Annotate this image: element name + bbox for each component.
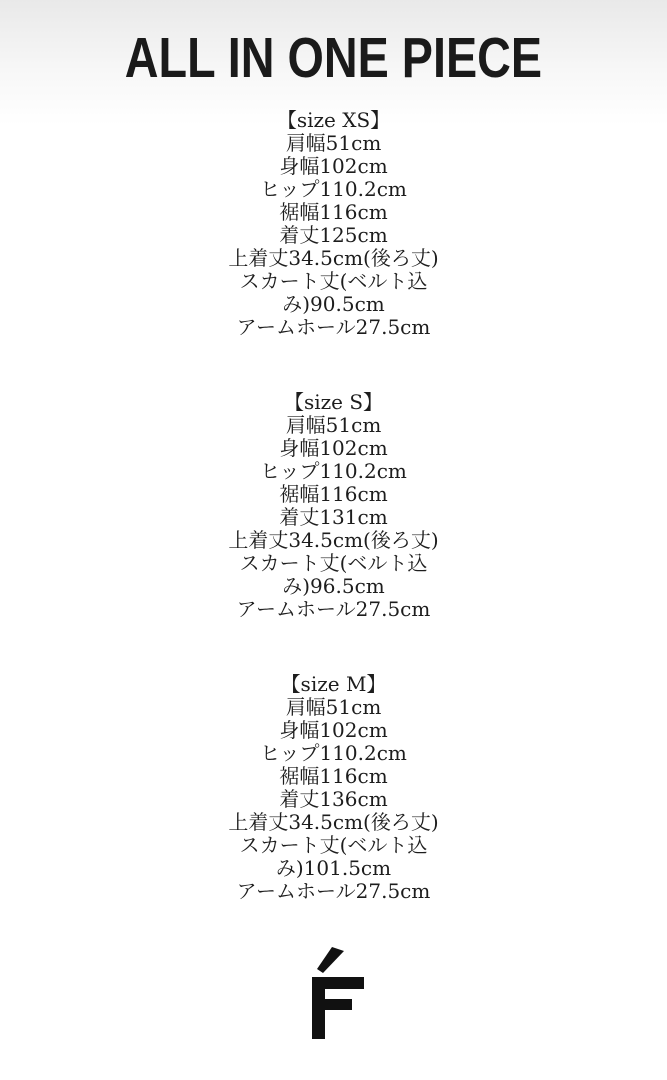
measurement-armhole: アームホール27.5cm	[236, 879, 431, 903]
measurement-armhole: アームホール27.5cm	[236, 597, 431, 621]
measurement-shoulder-width: 肩幅51cm	[285, 413, 382, 437]
measurement-shoulder-width: 肩幅51cm	[285, 695, 382, 719]
size-block-s	[228, 391, 438, 621]
size-block-m	[228, 673, 438, 903]
measurement-hip: ヒップ110.2cm	[260, 177, 407, 201]
brand-logo	[304, 947, 364, 1039]
measurement-body-width: 身幅102cm	[279, 718, 388, 742]
measurement-hip: ヒップ110.2cm	[260, 741, 407, 765]
page-title: ALL IN ONE PIECE	[124, 26, 543, 90]
measurement-skirt-length-wrap-1: スカート丈(ベルト込	[239, 269, 428, 293]
measurement-total-length: 着丈131cm	[279, 505, 388, 529]
measurement-armhole: アームホール27.5cm	[236, 315, 431, 339]
measurement-skirt-length-wrap-2: み)96.5cm	[282, 574, 385, 598]
size-block-header: 【size S】	[283, 390, 384, 414]
measurement-jacket-length: 上着丈34.5cm(後ろ丈)	[228, 810, 439, 834]
size-block-xs	[228, 109, 438, 339]
measurement-shoulder-width: 肩幅51cm	[285, 131, 382, 155]
measurement-skirt-length-wrap-1: スカート丈(ベルト込	[239, 551, 428, 575]
measurement-jacket-length: 上着丈34.5cm(後ろ丈)	[228, 528, 439, 552]
measurement-hem-width: 裾幅116cm	[279, 764, 388, 788]
measurement-total-length: 着丈125cm	[279, 223, 388, 247]
measurement-skirt-length-wrap-2: み)101.5cm	[275, 856, 392, 880]
measurement-total-length: 着丈136cm	[279, 787, 388, 811]
measurement-hem-width: 裾幅116cm	[279, 482, 388, 506]
measurement-hip: ヒップ110.2cm	[260, 459, 407, 483]
measurement-body-width: 身幅102cm	[279, 436, 388, 460]
measurement-skirt-length-wrap-1: スカート丈(ベルト込	[239, 833, 428, 857]
f-acute-logo-icon	[304, 947, 364, 1039]
size-block-header: 【size M】	[280, 672, 387, 696]
measurement-hem-width: 裾幅116cm	[279, 200, 388, 224]
measurement-skirt-length-wrap-2: み)90.5cm	[282, 292, 385, 316]
measurement-body-width: 身幅102cm	[279, 154, 388, 178]
measurement-jacket-length: 上着丈34.5cm(後ろ丈)	[228, 246, 439, 270]
size-block-header: 【size XS】	[276, 108, 391, 132]
